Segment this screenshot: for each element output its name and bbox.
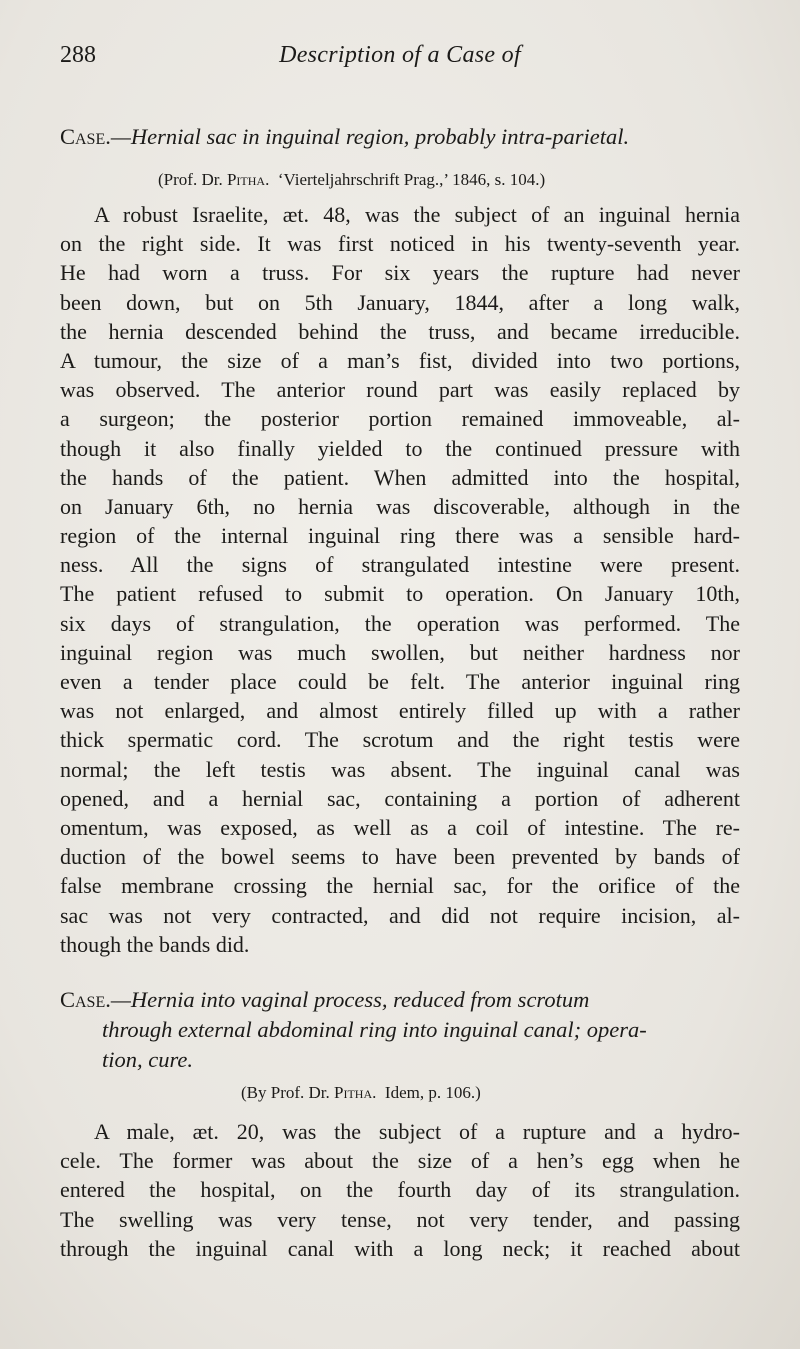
case1-text-line: though it also finally yielded to the continued pressure with xyxy=(60,435,740,461)
case1-text-line: false membrane crossing the hernial sac, for the orifice of the xyxy=(60,873,740,899)
case1-text-line: six days of strangulation, the operation was performed. The xyxy=(60,610,740,636)
case1-text-line: inguinal region was much swollen, but neither hardness nor xyxy=(60,639,740,665)
case1-heading xyxy=(60,122,750,152)
case1-text-line: though the bands did. xyxy=(60,931,250,957)
case2-label: Case. xyxy=(60,987,111,1012)
case1-text-line: The patient refused to submit to operation. On January 10th, xyxy=(60,581,740,607)
case1-citation-source: ‘Vierteljahrschrift Prag.,’ 1846, s. 104.) xyxy=(269,170,546,189)
case1-text-line: even a tender place could be felt. The anterior inguinal ring xyxy=(60,669,740,694)
page-number: 288 xyxy=(60,42,96,68)
case1-text-line: normal; the left testis was absent. The inguinal canal was xyxy=(60,756,740,782)
case2-citation-prefix: (By Prof. Dr. xyxy=(241,1083,335,1102)
case2-heading xyxy=(60,985,750,1075)
case1-text-line: thick spermatic cord. The scrotum and the right testis were xyxy=(60,727,740,753)
case1-text-line: A robust Israelite, æt. 48, was the subject of an inguinal hernia xyxy=(94,202,740,227)
case1-citation-prefix: (Prof. Dr. xyxy=(158,170,227,189)
case1-text-line: sac was not very contracted, and did not require incision, al- xyxy=(60,902,740,928)
case1-text-line: the hands of the patient. When admitted into the hospital, xyxy=(60,464,740,490)
case2-title-line3: tion, cure. xyxy=(102,1047,194,1072)
case1-title: —Hernial sac in inguinal region, probably intra-parietal. xyxy=(110,124,630,149)
case1-text-line: duction of the bowel seems to have been prevented by bands of xyxy=(60,844,740,870)
running-head xyxy=(60,40,740,76)
case2-text-line: entered the hospital, on the fourth day of its strangulation. xyxy=(60,1177,740,1203)
case2-citation-author: Pitha. xyxy=(334,1083,377,1102)
case2-title-line2: through external abdominal ring into inguinal canal; opera- xyxy=(102,1017,647,1042)
case1-citation xyxy=(158,170,545,190)
case1-text-line: He had worn a truss. For six years the rupture had never xyxy=(60,260,740,286)
case2-citation-source: Idem, p. 106.) xyxy=(376,1083,481,1102)
case1-text-line: on January 6th, no hernia was discoverable, although in the xyxy=(60,493,740,519)
case2-text-line: A male, æt. 20, was the subject of a rupture and a hydro- xyxy=(94,1119,740,1144)
case1-text-line: the hernia descended behind the truss, and became irreducible. xyxy=(60,318,740,344)
case1-label: Case. xyxy=(60,124,111,149)
case1-text-line: a surgeon; the posterior portion remained immoveable, al- xyxy=(60,406,740,432)
case2-title-line1: —Hernia into vaginal process, reduced from scrotum xyxy=(110,987,590,1012)
case1-text-line: ness. All the signs of strangulated intestine were present. xyxy=(60,552,740,578)
case2-paragraph xyxy=(60,1117,740,1263)
case1-text-line: opened, and a hernial sac, containing a portion of adherent xyxy=(60,785,740,811)
running-title: Description of a Case of xyxy=(279,42,521,68)
case2-text-line: through the inguinal canal with a long neck; it reached about xyxy=(60,1235,740,1261)
case1-paragraph xyxy=(60,200,740,959)
case2-text-line: cele. The former was about the size of a hen’s egg when he xyxy=(60,1148,740,1174)
case1-text-line: on the right side. It was first noticed in his twenty-seventh year. xyxy=(60,231,740,257)
case1-text-line: omentum, was exposed, as well as a coil of intestine. The re- xyxy=(60,814,740,840)
case1-text-line: region of the internal inguinal ring there was a sensible hard- xyxy=(60,523,740,549)
case1-text-line: was observed. The anterior round part was easily replaced by xyxy=(60,377,740,403)
case1-citation-author: Pitha. xyxy=(226,170,270,189)
case1-text-line: A tumour, the size of a man’s fist, divided into two portions, xyxy=(60,347,740,373)
case1-text-line: was not enlarged, and almost entirely filled up with a rather xyxy=(60,698,740,724)
case2-text-line: The swelling was very tense, not very tender, and passing xyxy=(60,1206,740,1232)
case2-citation xyxy=(241,1083,481,1103)
case1-text-line: been down, but on 5th January, 1844, after a long walk, xyxy=(60,289,740,315)
